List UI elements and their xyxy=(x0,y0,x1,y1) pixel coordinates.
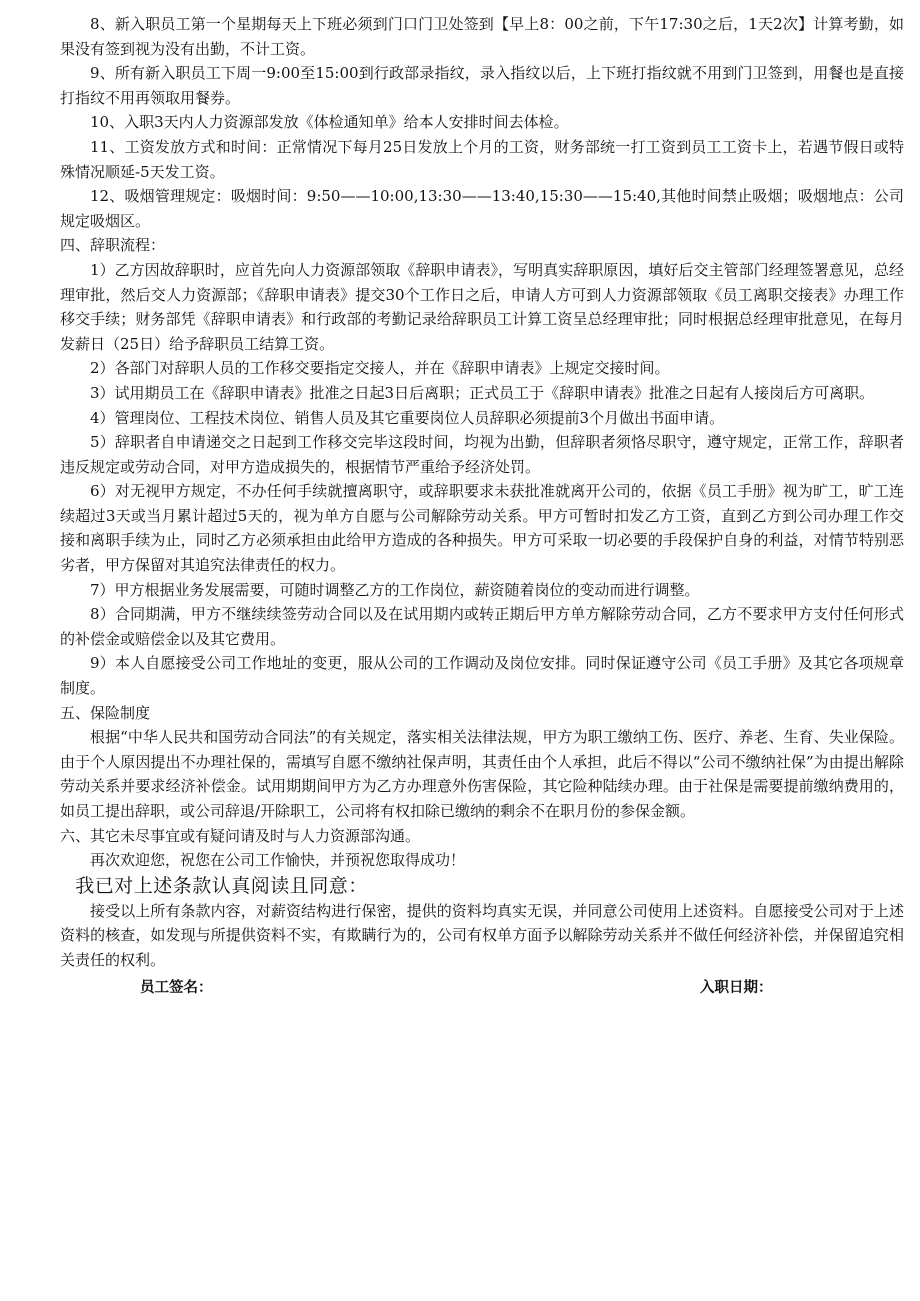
resignation-item: 5）辞职者自申请递交之日起到工作移交完毕这段时间，均视为出勤，但辞职者须恪尽职守，遵守规定，正常工作，辞职者违反规定或劳动合同，对甲方造成损失的，根据情节严重给予经济处罚。 xyxy=(60,433,904,476)
onboarding-date-label[interactable]: 入职日期： xyxy=(700,979,773,996)
resignation-item: 4）管理岗位、工程技术岗位、销售人员及其它重要岗位人员辞职必须提前3个月做出书面申请。 xyxy=(90,408,725,427)
agreement-title: 我已对上述条款认真阅读且同意： xyxy=(75,874,368,897)
section-heading-other: 六、其它未尽事宜或有疑问请及时与人力资源部沟通。 xyxy=(60,826,421,845)
resignation-item: 1）乙方因故辞职时，应首先向人力资源部领取《辞职申请表》，写明真实辞职原因，填好后交主管部门经理签署意见，总经理审批，然后交人力资源部；《辞职申请表》提交30个工作日之后，申请人方可到人力资源部领取《员工离职交接表》办理工作移交手续；财务部凭《辞职申请表》和行政部的考勤记录给辞职员工计算工资呈总经理审批；同时根据总经理审批意见，在每月发薪日（25日）给予辞职员工结算工资。 xyxy=(60,260,904,353)
rule-paragraph-9: 9、所有新入职员工下周一9:00至15:00到行政部录指纹，录入指纹以后，上下班打指纹就不用到门卫签到，用餐也是直接打指纹不用再领取用餐券。 xyxy=(60,64,904,107)
section-heading-resignation: 四、辞职流程： xyxy=(60,236,166,255)
resignation-item: 6）对无视甲方规定，不办任何手续就擅离职守，或辞职要求未获批准就离开公司的，依据《员工手册》视为旷工，旷工连续超过3天或当月累计超过5天的，视为单方自愿与公司解除劳动关系。甲方可暂时扣发乙方工资，直到乙方到公司办理工作交接和离职手续为止，同时乙方必须承担由此给甲方造成的各种损失。甲方可采取一切必要的手段保护自身的利益，对情节特别恶劣者，甲方保留对其追究法律责任的权力。 xyxy=(60,482,904,575)
resignation-item: 3）试用期员工在《辞职申请表》批准之日起3日后离职；正式员工于《辞职申请表》批准之日起有人接岗后方可离职。 xyxy=(90,383,875,402)
section-heading-insurance: 五、保险制度 xyxy=(60,703,151,722)
resignation-item: 7）甲方根据业务发展需要，可随时调整乙方的工作岗位，薪资随着岗位的变动而进行调整。 xyxy=(90,580,700,599)
employee-signature-label[interactable]: 员工签名： xyxy=(140,979,213,996)
welcome-text: 再次欢迎您，祝您在公司工作愉快，并预祝您取得成功！ xyxy=(90,851,466,870)
rule-paragraph-10: 10、入职3天内人力资源部发放《体检通知单》给本人安排时间去体检。 xyxy=(90,113,569,132)
insurance-paragraph: 根据“中华人民共和国劳动合同法”的有关规定，落实相关法律法规，甲方为职工缴纳工伤、医疗、养老、生育、失业保险。由于个人原因提出不办理社保的，需填写自愿不缴纳社保声明，其责任由个人承担，此后不得以“公司不缴纳社保”为由提出解除劳动关系并要求经济补偿金。试用期期间甲方为乙方办理意外伤害保险，其它险种陆续办理。由于社保是需要提前缴纳费用的，如员工提出辞职，或公司辞退/开除职工，公司将有权扣除已缴纳的剩余不在职月份的参保金额。 xyxy=(60,728,904,820)
rule-paragraph-12: 12、吸烟管理规定：吸烟时间：9:50——10:00,13:30——13:40,15:30——15:40,其他时间禁止吸烟；吸烟地点：公司规定吸烟区。 xyxy=(60,187,904,230)
rule-paragraph-11: 11、工资发放方式和时间：正常情况下每月25日发放上个月的工资，财务部统一打工资到员工工资卡上，若遇节假日或特殊情况顺延-5天发工资。 xyxy=(60,137,904,181)
agreement-paragraph: 接受以上所有条款内容，对薪资结构进行保密，提供的资料均真实无误，并同意公司使用上述资料。自愿接受公司对于上述资料的核查，如发现与所提供资料不实，有欺瞒行为的，公司有权单方面予以解除劳动关系并不做任何经济补偿，并保留追究相关责任的权利。 xyxy=(60,901,904,969)
signature-row xyxy=(60,975,904,1001)
rule-paragraph-8: 8、新入职员工第一个星期每天上下班必须到门口门卫处签到【早上8：00之前，下午17:30之后，1天2次】计算考勤，如果没有签到视为没有出勤，不计工资。 xyxy=(60,15,904,58)
resignation-item: 9）本人自愿接受公司工作地址的变更，服从公司的工作调动及岗位安排。同时保证遵守公司《员工手册》及其它各项规章制度。 xyxy=(60,654,904,698)
resignation-item: 2）各部门对辞职人员的工作移交要指定交接人，并在《辞职申请表》上规定交接时间。 xyxy=(90,359,670,378)
resignation-item: 8）合同期满，甲方不继续续签劳动合同以及在试用期内或转正期后甲方单方解除劳动合同，乙方不要求甲方支付任何形式的补偿金或赔偿金以及其它费用。 xyxy=(60,605,904,648)
